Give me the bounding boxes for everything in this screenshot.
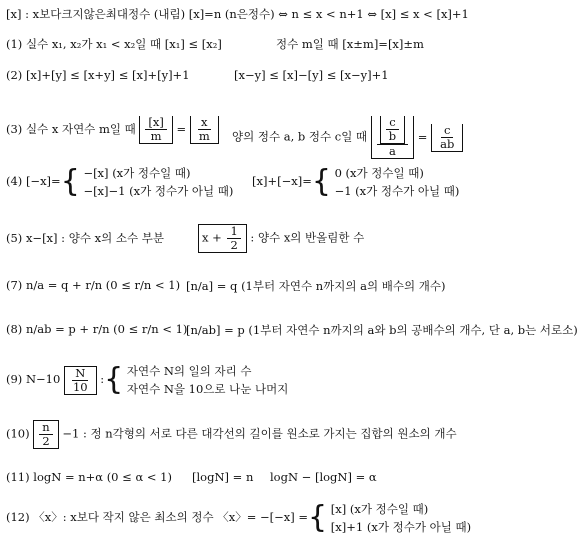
line-11b: [logN] = n bbox=[192, 470, 254, 484]
line-3a: (3) 실수 x 자연수 m일 때 bbox=[6, 122, 136, 136]
line-9-wrap: (9) N−10 $\frac{N}{10}$ :{ 자연수 N의 일의 자리 수 자연수 N을 10으로 나눈 나머지 bbox=[6, 362, 289, 397]
case-4b-1: 0 (x가 정수일 때) bbox=[334, 166, 424, 180]
line-4b: [x]+[−x]= bbox=[252, 174, 312, 188]
line-8a: (8) n/ab = p + r/n (0 ≤ r/n < 1) bbox=[6, 322, 188, 336]
line-4a: (4) [−x]= bbox=[6, 174, 61, 188]
line-1a: (1) 실수 x₁, x₂가 x₁ < x₂일 때 [x₁] ≤ [x₂] bbox=[6, 37, 222, 51]
case-4a-1: −[x] (x가 정수일 때) bbox=[83, 166, 191, 180]
line-10-wrap: (10) $\frac{n}{2}$ −1 : 정 n각형의 서로 다른 대각선의 길이를 원소로 가지는 집합의 원소의 개수 bbox=[6, 420, 457, 448]
line-2b: [x−y] ≤ [x]−[y] ≤ [x−y]+1 bbox=[234, 68, 389, 82]
line-7a: (7) n/a = q + r/n (0 ≤ r/n < 1) bbox=[6, 278, 181, 292]
line-definition: [x] : x보다크지않은최대정수 (내림) [x]=n (n은정수) ⇔ n ≤ x < n+1 ⇔ [x] ≤ x < [x]+1 bbox=[6, 7, 469, 21]
nested-floor-fraction: $\frac{\frac{c}{b}}{a}$ = $\frac{c}{ab}$ bbox=[371, 130, 464, 144]
line-2a: (2) [x]+[y] ≤ [x+y] ≤ [x]+[y]+1 bbox=[6, 68, 190, 82]
case-4b-2: −1 (x가 정수가 아닐 때) bbox=[334, 184, 460, 198]
case-12-1: [x] (x가 정수일 때) bbox=[330, 502, 429, 516]
line-3 bbox=[6, 116, 219, 144]
line-12-wrap: (12) 〈x〉: x보다 작지 않은 최소의 정수 〈x〉= −[−x] ={ [x] (x가 정수일 때) [x]+1 (x가 정수가 아닐 때) bbox=[6, 500, 472, 535]
line-9a: (9) N−10 bbox=[6, 372, 61, 386]
line-5a: (5) x−[x] : 양수 x의 소수 부분 bbox=[6, 231, 164, 245]
case-9-2: 자연수 N을 10으로 나눈 나머지 bbox=[126, 382, 289, 396]
line-4b-wrap: [x]+[−x]={ 0 (x가 정수일 때) −1 (x가 정수가 아닐 때) bbox=[252, 164, 460, 199]
line-4a-wrap: (4) [−x]={ −[x] (x가 정수일 때) −[x]−1 (x가 정수가 아닐 때) bbox=[6, 164, 234, 199]
line-5b: : 양수 x의 반올림한 수 bbox=[250, 230, 365, 245]
line-8b: [n/ab] = p (1부터 자연수 n까지의 a와 b의 공배수의 개수, 단 a, b는 서로소) bbox=[186, 323, 578, 337]
case-12-2: [x]+1 (x가 정수가 아닐 때) bbox=[330, 520, 472, 534]
line-7b: [n/a] = q (1부터 자연수 n까지의 a의 배수의 개수) bbox=[186, 279, 446, 293]
case-9-1: 자연수 N의 일의 자리 수 bbox=[126, 364, 252, 378]
line-11a: (11) logN = n+α (0 ≤ α < 1) bbox=[6, 470, 172, 484]
case-4a-2: −[x]−1 (x가 정수가 아닐 때) bbox=[83, 184, 234, 198]
line-5b-wrap: x + $\frac{1}{2}$ : 양수 x의 반올림한 수 bbox=[198, 224, 364, 253]
line-12a: (12) 〈x〉: x보다 작지 않은 최소의 정수 〈x〉= −[−x] = bbox=[6, 510, 309, 524]
line-3b: 양의 정수 a, b 정수 c일 때 bbox=[232, 129, 368, 144]
line-1b: 정수 m일 때 [x±m]=[x]±m bbox=[276, 37, 424, 51]
line-10: −1 : 정 n각형의 서로 다른 대각선의 길이를 원소로 가지는 집합의 원소의 개수 bbox=[62, 426, 457, 441]
line-3b-wrap bbox=[232, 116, 463, 159]
line-11c: logN − [logN] = α bbox=[270, 470, 377, 484]
fraction-floor-x-m: $\frac{[x]}{m}$ = $\frac{x}{m}$ bbox=[139, 122, 218, 136]
